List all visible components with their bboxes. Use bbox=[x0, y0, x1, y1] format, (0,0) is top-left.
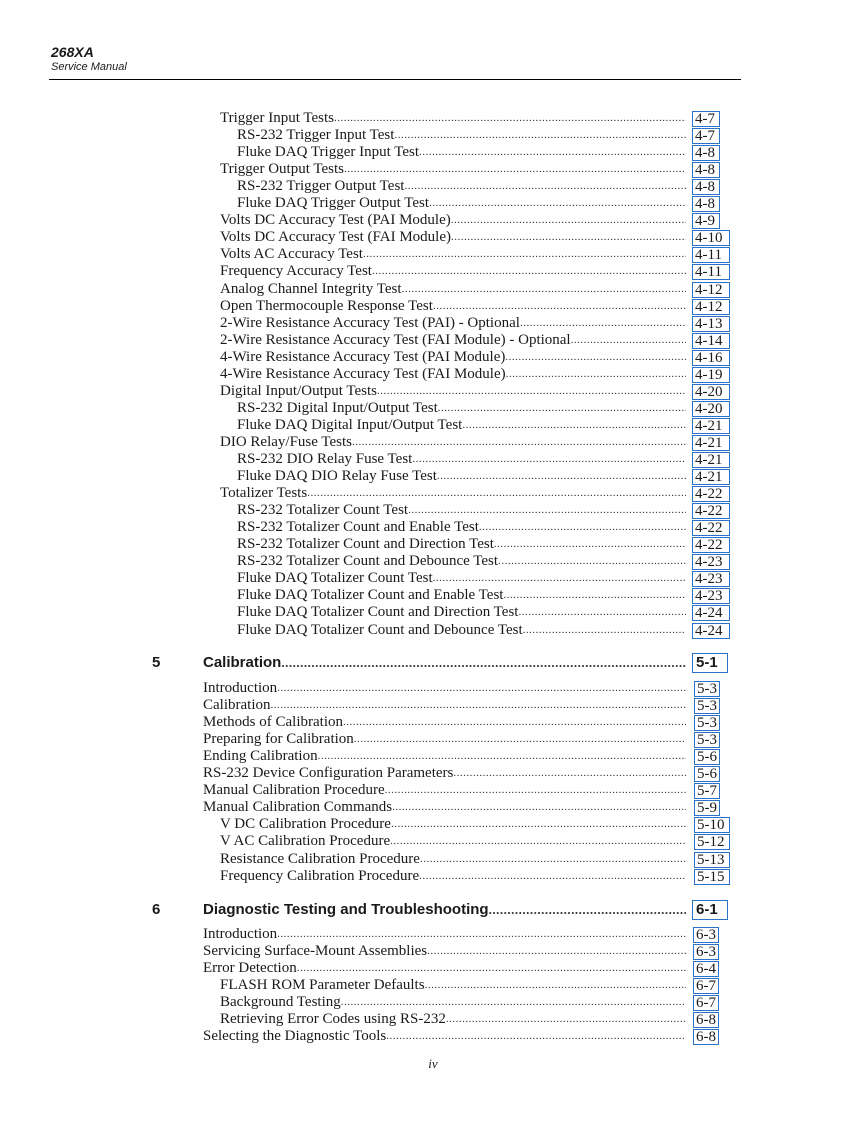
page-link[interactable]: 4-8 bbox=[692, 196, 720, 212]
toc-entry[interactable] bbox=[220, 212, 689, 229]
dot-leader bbox=[494, 538, 686, 551]
page-link[interactable]: 4-23 bbox=[692, 571, 730, 587]
toc-entry[interactable] bbox=[237, 519, 689, 536]
dot-leader bbox=[518, 606, 686, 619]
page-link[interactable]: 5-10 bbox=[694, 817, 730, 833]
dot-leader bbox=[427, 945, 686, 958]
toc-entry-title: Fluke DAQ Trigger Output Test bbox=[237, 195, 430, 212]
toc-entry[interactable] bbox=[237, 468, 689, 485]
dot-leader bbox=[451, 231, 686, 244]
toc-entry-title: Diagnostic Testing and Troubleshooting bbox=[203, 901, 489, 918]
toc-entry[interactable] bbox=[237, 622, 689, 639]
dot-leader bbox=[571, 334, 686, 347]
toc-entry-title: Trigger Output Tests bbox=[220, 161, 344, 178]
toc-entry-title: 2-Wire Resistance Accuracy Test (FAI Module) - Optional bbox=[220, 331, 571, 348]
dot-leader bbox=[390, 835, 686, 848]
toc-entry-title: Digital Input/Output Tests bbox=[220, 382, 378, 399]
dot-leader bbox=[503, 589, 686, 602]
toc-entry-title: Volts DC Accuracy Test (PAI Module) bbox=[220, 212, 451, 229]
manual-subtitle: Service Manual bbox=[51, 61, 127, 73]
page-link[interactable]: 4-8 bbox=[692, 162, 720, 178]
toc-entry-title: Error Detection bbox=[203, 960, 297, 977]
page-link[interactable]: 5-3 bbox=[694, 732, 720, 748]
toc-entry-title: 2-Wire Resistance Accuracy Test (PAI) - Optional bbox=[220, 314, 520, 331]
dot-leader bbox=[419, 870, 686, 883]
page-link[interactable]: 4-23 bbox=[692, 588, 730, 604]
toc-entry[interactable] bbox=[220, 332, 689, 349]
toc-entry-title: Volts AC Accuracy Test bbox=[220, 246, 363, 263]
dot-leader bbox=[505, 351, 686, 364]
header-divider bbox=[49, 79, 741, 80]
toc-entry-title: Retrieving Error Codes using RS-232 bbox=[220, 1011, 446, 1028]
toc-entry[interactable] bbox=[237, 604, 689, 621]
chapter-number: 5 bbox=[152, 654, 161, 671]
toc-entry[interactable] bbox=[220, 315, 689, 332]
page-link[interactable]: 4-23 bbox=[692, 554, 730, 570]
toc-entry[interactable] bbox=[220, 485, 689, 502]
page-link[interactable]: 4-24 bbox=[692, 623, 730, 639]
toc-entry[interactable] bbox=[237, 502, 689, 519]
toc-entry[interactable] bbox=[203, 731, 689, 748]
toc-entry-title: Manual Calibration Commands bbox=[203, 799, 393, 816]
toc-entry-title: RS-232 Device Configuration Parameters bbox=[203, 765, 454, 782]
dot-leader bbox=[363, 248, 686, 261]
dot-leader bbox=[377, 385, 686, 398]
page-link[interactable]: 6-7 bbox=[693, 978, 719, 994]
toc-entry-title: Background Testing bbox=[220, 994, 341, 1011]
page-link[interactable]: 4-20 bbox=[692, 401, 730, 417]
toc-entry[interactable] bbox=[203, 926, 689, 943]
dot-leader bbox=[344, 163, 686, 176]
page-link[interactable]: 4-12 bbox=[692, 299, 730, 315]
dot-leader bbox=[506, 368, 686, 381]
toc-entry[interactable] bbox=[237, 195, 689, 212]
page-link[interactable]: 4-14 bbox=[692, 333, 730, 349]
toc-entry[interactable] bbox=[237, 127, 689, 144]
toc-entry-title: Ending Calibration bbox=[203, 748, 318, 765]
page-link[interactable]: 4-22 bbox=[692, 520, 730, 536]
page-link[interactable]: 4-22 bbox=[692, 503, 730, 519]
page-link[interactable]: 6-3 bbox=[693, 944, 719, 960]
dot-leader bbox=[523, 624, 686, 637]
toc-entry[interactable] bbox=[203, 680, 689, 697]
dot-leader bbox=[479, 521, 686, 534]
page-link[interactable]: 6-8 bbox=[693, 1029, 719, 1045]
toc-entry[interactable] bbox=[220, 263, 689, 280]
dot-leader bbox=[462, 419, 686, 432]
toc-entry-title: Analog Channel Integrity Test bbox=[220, 280, 402, 297]
toc-entry[interactable] bbox=[220, 281, 689, 298]
page-link[interactable]: 6-4 bbox=[693, 961, 719, 977]
toc-entry-title: V DC Calibration Procedure bbox=[220, 816, 391, 833]
page-link[interactable]: 6-3 bbox=[693, 927, 719, 943]
toc-entry[interactable] bbox=[220, 366, 689, 383]
toc-entry[interactable] bbox=[220, 851, 689, 868]
dot-leader bbox=[277, 928, 686, 941]
toc-entry-title: RS-232 Digital Input/Output Test bbox=[237, 399, 438, 416]
dot-leader bbox=[520, 317, 686, 330]
toc-entry-title: Methods of Calibration bbox=[203, 714, 343, 731]
toc-entry[interactable] bbox=[203, 1028, 689, 1045]
toc-entry[interactable] bbox=[220, 349, 689, 366]
page-link[interactable]: 4-8 bbox=[692, 145, 720, 161]
dot-leader bbox=[404, 180, 686, 193]
toc-entry[interactable] bbox=[220, 977, 689, 994]
page-link[interactable]: 4-9 bbox=[692, 213, 720, 229]
chapter-number: 6 bbox=[152, 901, 161, 918]
dot-leader bbox=[341, 996, 686, 1009]
dot-leader bbox=[420, 853, 686, 866]
page-link[interactable]: 5-15 bbox=[694, 869, 730, 885]
toc-entry-title: RS-232 Trigger Output Test bbox=[237, 178, 405, 195]
toc-entry-title: Fluke DAQ Totalizer Count and Enable Test bbox=[237, 587, 504, 604]
manual-model: 268XA bbox=[51, 44, 94, 60]
toc-entry[interactable] bbox=[237, 587, 689, 604]
page-link[interactable]: 4-7 bbox=[692, 111, 720, 127]
dot-leader bbox=[343, 716, 686, 729]
toc-entry[interactable] bbox=[220, 434, 689, 451]
dot-leader bbox=[334, 112, 686, 125]
dot-leader bbox=[489, 903, 686, 916]
page-number: iv bbox=[428, 1056, 438, 1071]
dot-leader bbox=[453, 767, 686, 780]
toc-entry-title: Calibration bbox=[203, 654, 282, 671]
toc-entry[interactable] bbox=[220, 816, 689, 833]
toc-entry-title: RS-232 Totalizer Count and Debounce Test bbox=[237, 553, 499, 570]
dot-leader bbox=[437, 470, 686, 483]
page-link[interactable]: 4-11 bbox=[692, 247, 730, 263]
toc-entry-title: Open Thermocouple Response Test bbox=[220, 297, 433, 314]
page-link[interactable]: 5-6 bbox=[694, 749, 720, 765]
dot-leader bbox=[391, 818, 686, 831]
dot-leader bbox=[408, 504, 686, 517]
page-link[interactable]: 4-21 bbox=[692, 469, 730, 485]
toc-entry[interactable] bbox=[237, 570, 689, 587]
toc-entry[interactable] bbox=[237, 536, 689, 553]
toc-entry-title: Calibration bbox=[203, 697, 271, 714]
page-link[interactable]: 4-22 bbox=[692, 537, 730, 553]
dot-leader bbox=[392, 801, 686, 814]
dot-leader bbox=[318, 750, 686, 763]
dot-leader bbox=[412, 453, 686, 466]
toc-entry[interactable] bbox=[237, 553, 689, 570]
toc-entry[interactable] bbox=[203, 960, 689, 977]
toc-entry[interactable] bbox=[220, 229, 689, 246]
dot-leader bbox=[352, 436, 686, 449]
toc-entry-title: Fluke DAQ DIO Relay Fuse Test bbox=[237, 468, 437, 485]
toc-entry-title: Preparing for Calibration bbox=[203, 731, 354, 748]
dot-leader bbox=[433, 300, 686, 313]
toc-entry[interactable] bbox=[237, 451, 689, 468]
toc-entry-title: Frequency Calibration Procedure bbox=[220, 867, 420, 884]
toc-entry-title: Introduction bbox=[203, 680, 278, 696]
toc-entry-title: Fluke DAQ Totalizer Count Test bbox=[237, 570, 433, 587]
dot-leader bbox=[498, 555, 686, 568]
page-link[interactable]: 4-12 bbox=[692, 282, 730, 298]
page-link[interactable]: 5-3 bbox=[694, 681, 720, 697]
page-link[interactable]: 5-3 bbox=[694, 698, 720, 714]
dot-leader bbox=[438, 402, 686, 415]
page-link[interactable]: 6-7 bbox=[693, 995, 719, 1011]
toc-entry-title: Fluke DAQ Totalizer Count and Direction Test bbox=[237, 604, 519, 621]
toc-entry-title: Fluke DAQ Totalizer Count and Debounce Test bbox=[237, 621, 523, 638]
dot-leader bbox=[433, 572, 686, 585]
toc-entry[interactable] bbox=[220, 383, 689, 400]
toc-entry-title: RS-232 Totalizer Count and Direction Test bbox=[237, 536, 494, 553]
toc-entry-title: Manual Calibration Procedure bbox=[203, 782, 385, 799]
page-link[interactable]: 5-9 bbox=[694, 800, 720, 816]
toc-entry-title: Resistance Calibration Procedure bbox=[220, 850, 420, 867]
toc-entry[interactable] bbox=[220, 994, 689, 1011]
toc-entry[interactable] bbox=[220, 868, 689, 885]
toc-entry[interactable] bbox=[220, 110, 689, 127]
page-link[interactable]: 5-6 bbox=[694, 766, 720, 782]
toc-entry-title: V AC Calibration Procedure bbox=[220, 833, 391, 850]
page-link[interactable]: 4-20 bbox=[692, 384, 730, 400]
toc-entry-title: RS-232 Totalizer Count Test bbox=[237, 502, 409, 519]
toc-entry-title: Trigger Input Tests bbox=[220, 110, 334, 126]
toc-entry[interactable] bbox=[220, 246, 689, 263]
page-link[interactable]: 4-21 bbox=[692, 435, 730, 451]
dot-leader bbox=[277, 682, 686, 695]
dot-leader bbox=[402, 283, 686, 296]
dot-leader bbox=[307, 487, 686, 500]
page-link[interactable]: 6-8 bbox=[693, 1012, 719, 1028]
page-link[interactable]: 4-19 bbox=[692, 367, 730, 383]
toc-entry[interactable] bbox=[237, 417, 689, 434]
dot-leader bbox=[354, 733, 686, 746]
page-link[interactable]: 5-13 bbox=[694, 852, 730, 868]
toc-entry[interactable] bbox=[220, 833, 689, 850]
toc-entry[interactable] bbox=[203, 654, 689, 671]
page-link[interactable]: 6-1 bbox=[692, 900, 728, 920]
toc-entry-title: Introduction bbox=[203, 926, 278, 942]
toc-entry[interactable] bbox=[203, 697, 689, 714]
toc-entry-title: RS-232 Totalizer Count and Enable Test bbox=[237, 519, 479, 536]
toc-entry[interactable] bbox=[237, 144, 689, 161]
dot-leader bbox=[451, 214, 686, 227]
toc-entry-title: 4-Wire Resistance Accuracy Test (PAI Module) bbox=[220, 348, 506, 365]
toc-entry[interactable] bbox=[237, 400, 689, 417]
toc-entry-title: Servicing Surface-Mount Assemblies bbox=[203, 943, 428, 960]
toc-entry[interactable] bbox=[220, 298, 689, 315]
dot-leader bbox=[425, 979, 686, 992]
dot-leader bbox=[281, 656, 686, 669]
page-link[interactable]: 4-10 bbox=[692, 230, 730, 246]
toc-entry[interactable] bbox=[203, 765, 689, 782]
toc-entry[interactable] bbox=[237, 178, 689, 195]
toc-entry-title: RS-232 Trigger Input Test bbox=[237, 127, 395, 144]
toc-entry-title: Totalizer Tests bbox=[220, 485, 308, 502]
page-link[interactable]: 5-3 bbox=[694, 715, 720, 731]
dot-leader bbox=[271, 699, 687, 712]
page-link[interactable]: 4-13 bbox=[692, 316, 730, 332]
dot-leader bbox=[386, 1030, 686, 1043]
page-link[interactable]: 5-12 bbox=[694, 834, 730, 850]
toc-entry[interactable] bbox=[203, 943, 689, 960]
page-link[interactable]: 5-7 bbox=[694, 783, 720, 799]
dot-leader bbox=[419, 146, 686, 159]
toc-entry-title: Fluke DAQ Digital Input/Output Test bbox=[237, 416, 463, 433]
page-link[interactable]: 4-16 bbox=[692, 350, 730, 366]
page-link[interactable]: 4-8 bbox=[692, 179, 720, 195]
page-link[interactable]: 4-24 bbox=[692, 605, 730, 621]
toc-entry[interactable] bbox=[203, 799, 689, 816]
page-link[interactable]: 4-11 bbox=[692, 264, 730, 280]
toc-entry[interactable] bbox=[203, 782, 689, 799]
toc-entry-title: DIO Relay/Fuse Tests bbox=[220, 433, 352, 450]
page-link[interactable]: 5-1 bbox=[692, 653, 728, 673]
page-link[interactable]: 4-7 bbox=[692, 128, 720, 144]
dot-leader bbox=[372, 265, 686, 278]
toc-entry-title: Fluke DAQ Trigger Input Test bbox=[237, 144, 420, 161]
page-link[interactable]: 4-21 bbox=[692, 452, 730, 468]
toc-entry[interactable] bbox=[203, 714, 689, 731]
toc-entry[interactable] bbox=[220, 1011, 689, 1028]
toc-entry-title: 4-Wire Resistance Accuracy Test (FAI Module) bbox=[220, 365, 506, 382]
dot-leader bbox=[385, 784, 686, 797]
dot-leader bbox=[394, 129, 686, 142]
toc-entry-title: Volts DC Accuracy Test (FAI Module) bbox=[220, 229, 452, 246]
dot-leader bbox=[429, 197, 686, 210]
toc-entry[interactable] bbox=[220, 161, 689, 178]
toc-entry-title: RS-232 DIO Relay Fuse Test bbox=[237, 451, 413, 467]
toc-entry[interactable] bbox=[203, 748, 689, 765]
dot-leader bbox=[446, 1013, 686, 1026]
toc-entry-title: FLASH ROM Parameter Defaults bbox=[220, 977, 425, 994]
toc-entry-title: Frequency Accuracy Test bbox=[220, 263, 372, 280]
dot-leader bbox=[297, 962, 686, 975]
page-link[interactable]: 4-22 bbox=[692, 486, 730, 502]
page-link[interactable]: 4-21 bbox=[692, 418, 730, 434]
toc-entry[interactable] bbox=[203, 901, 689, 918]
toc-entry-title: Selecting the Diagnostic Tools bbox=[203, 1028, 387, 1045]
